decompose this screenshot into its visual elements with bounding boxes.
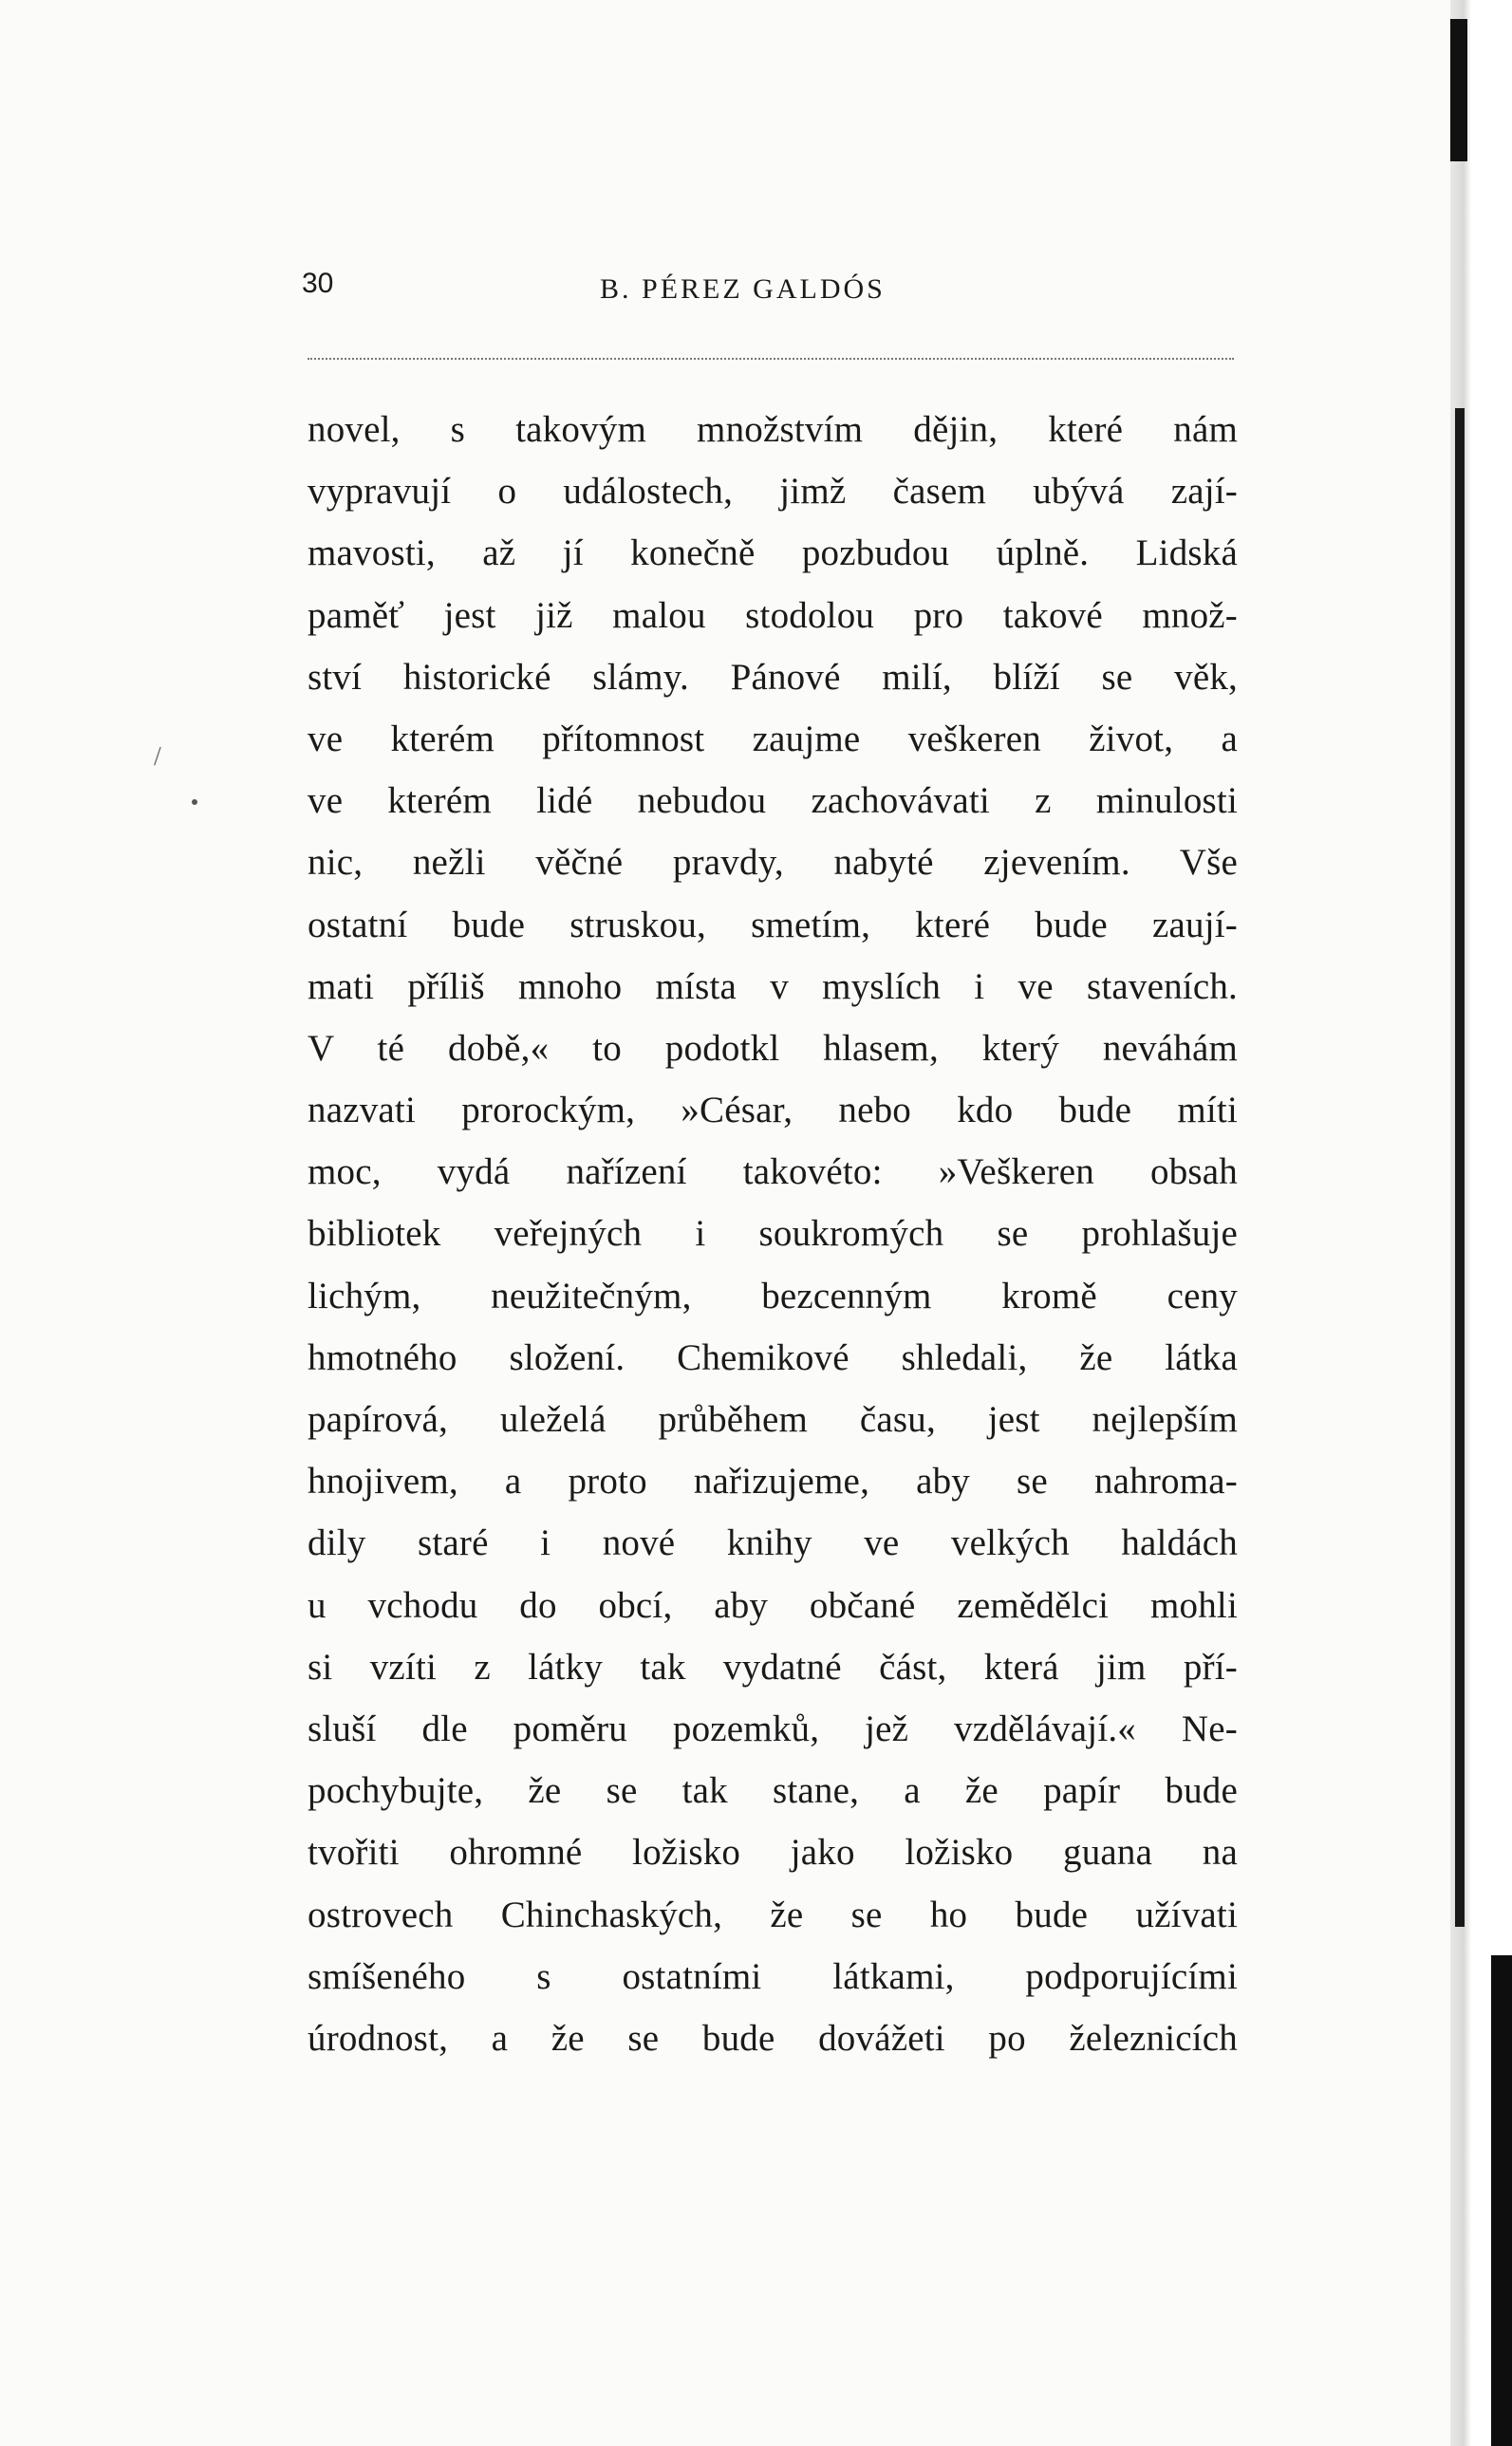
scan-edge-mark	[1455, 408, 1465, 1927]
text-line: pochybujte, že se tak stane, a že papír bude	[308, 1770, 1238, 1812]
text-line: u vchodu do obcí, aby občané zemědělci mohli	[308, 1584, 1238, 1626]
text-line: lichým, neužitečným, bezcenným kromě ceny	[308, 1275, 1238, 1316]
text-line: hnojivem, a proto nařizujeme, aby se nahroma-	[308, 1461, 1238, 1503]
text-line: nazvati prorockým, »César, nebo kdo bude míti	[308, 1090, 1238, 1131]
text-line: bibliotek veřejných i soukromých se prohlašuje	[308, 1213, 1238, 1255]
text-line: mavosti, až jí konečně pozbudou úplně. Lidská	[308, 532, 1238, 574]
text-line: ostatní bude struskou, smetím, které bude zaují-	[308, 904, 1238, 945]
text-line: mati příliš mnoho místa v myslích i ve staveních.	[308, 965, 1238, 1007]
text-line: moc, vydá nařízení takovéto: »Veškeren obsah	[308, 1151, 1238, 1193]
text-line: tvořiti ohromné ložisko jako ložisko guana na	[308, 1832, 1238, 1874]
text-line: úrodnost, a že se bude dovážeti po železnicích	[308, 2017, 1238, 2059]
text-line: ve kterém lidé nebudou zachovávati z minulosti	[308, 780, 1238, 822]
scan-edge-mark	[1450, 19, 1467, 161]
header-rule	[308, 358, 1234, 360]
text-line: novel, s takovým množstvím dějin, které nám	[308, 409, 1238, 450]
text-line: si vzíti z látky tak vydatné část, která jim pří-	[308, 1646, 1238, 1688]
text-line: ství historické slámy. Pánové milí, blíží se věk,	[308, 656, 1238, 698]
text-line: ve kterém přítomnost zaujme veškeren život, a	[308, 718, 1238, 759]
scan-edge-mark	[1491, 1955, 1512, 2446]
text-line: nic, nežli věčné pravdy, nabyté zjevením. Vše	[308, 842, 1238, 884]
text-line: papírová, uleželá průběhem času, jest nejlepším	[308, 1399, 1238, 1440]
text-line: smíšeného s ostatními látkami, podporujícími	[308, 1955, 1238, 1997]
text-line: sluší dle poměru pozemků, jež vzdělávají.« Ne-	[308, 1708, 1238, 1749]
body-text	[308, 399, 1238, 2069]
page-number: 30	[302, 268, 334, 299]
text-line: ostrovech Chinchaských, že se ho bude užívati	[308, 1894, 1238, 1935]
text-line: dily staré i nové knihy ve velkých haldách	[308, 1522, 1238, 1564]
stray-dot	[192, 799, 197, 805]
running-header	[302, 264, 1238, 321]
text-line: vypravují o událostech, jimž časem ubývá zají-	[308, 471, 1238, 513]
running-title: B. PÉREZ GALDÓS	[600, 273, 886, 305]
stray-mark: /	[154, 742, 161, 772]
text-line: V té době,« to podotkl hlasem, který neváhám	[308, 1027, 1238, 1069]
text-line: paměť jest již malou stodolou pro takové množ-	[308, 594, 1238, 636]
text-line: hmotného složení. Chemikové shledali, že látka	[308, 1336, 1238, 1378]
